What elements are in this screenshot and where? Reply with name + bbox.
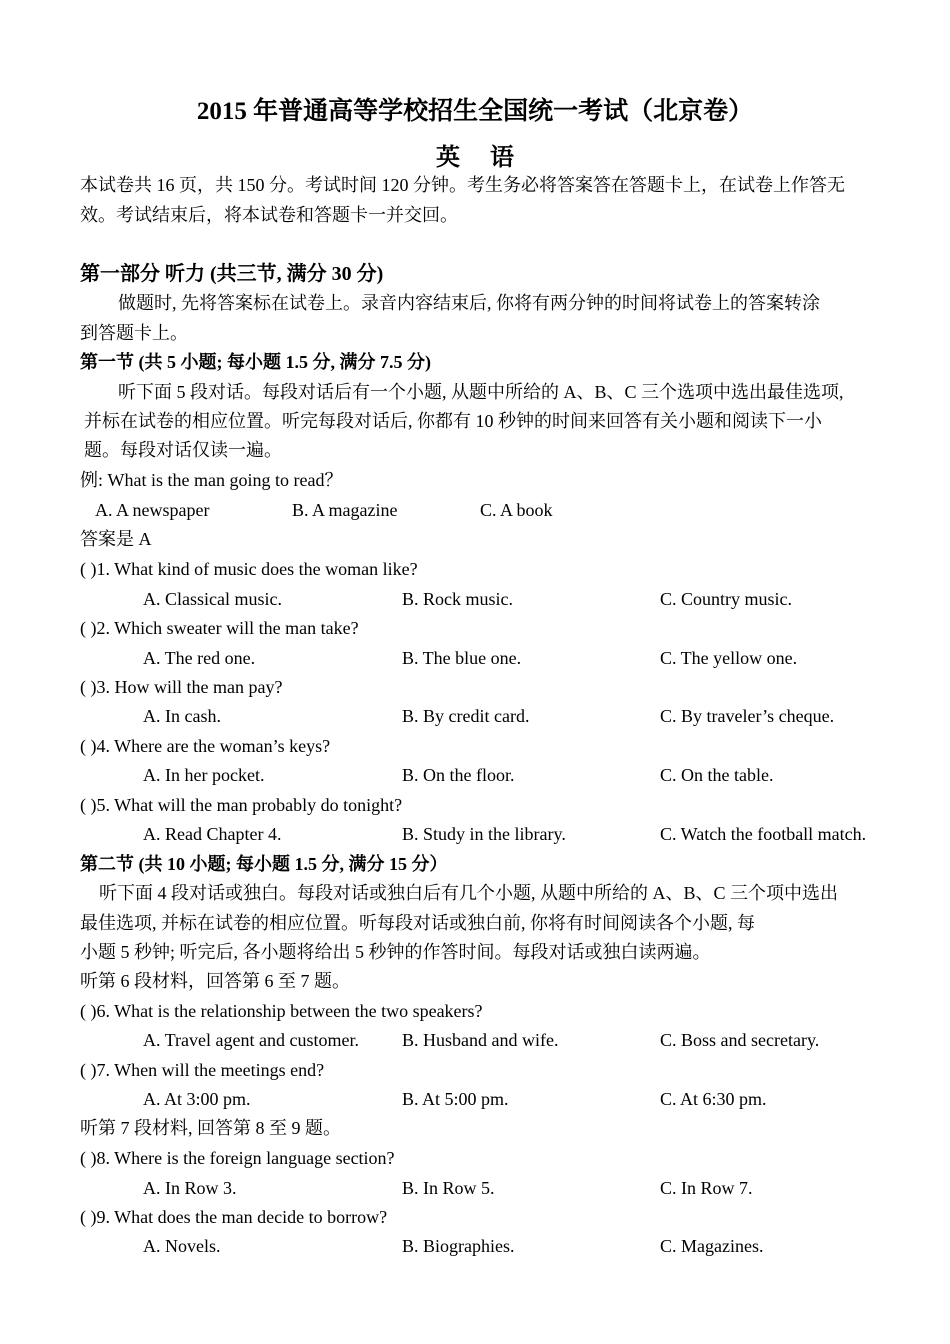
example-option-c: C. A book (480, 500, 553, 520)
question-8-option-a: A. In Row 3. (143, 1178, 237, 1198)
question-2-option-b: B. The blue one. (402, 648, 522, 668)
exam-title: 2015 年普通高等学校招生全国统一考试（北京卷） (196, 98, 754, 125)
question-8: ( )8. Where is the foreign language section? (80, 1148, 395, 1168)
section2-instruction: 最佳选项, 并标在试卷的相应位置。听每段对话或独白前, 你将有时间阅读各个小题, 每 (80, 913, 755, 933)
section2-instruction: 听下面 4 段对话或独白。每段对话或独白后有几个小题, 从题中所给的 A、B、C 三个项中选出 (99, 883, 839, 903)
question-2-option-a: A. The red one. (143, 648, 256, 668)
question-9-option-a: A. Novels. (143, 1236, 221, 1256)
question-5-option-b: B. Study in the library. (402, 824, 566, 844)
question-4-option-a: A. In her pocket. (143, 765, 265, 785)
part1-instruction: 到答题卡上。 (80, 323, 188, 343)
question-2: ( )2. Which sweater will the man take? (80, 618, 359, 638)
question-1-option-b: B. Rock music. (402, 589, 513, 609)
question-5-option-a: A. Read Chapter 4. (143, 824, 282, 844)
question-8-option-c: C. In Row 7. (660, 1178, 753, 1198)
question-1-option-a: A. Classical music. (143, 589, 282, 609)
question-9: ( )9. What does the man decide to borrow? (80, 1207, 388, 1227)
question-3-option-a: A. In cash. (143, 706, 221, 726)
question-6: ( )6. What is the relationship between the two speakers? (80, 1001, 483, 1021)
question-3-option-c: C. By traveler’s cheque. (660, 706, 835, 726)
part1-instruction: 做题时, 先将答案标在试卷上。录音内容结束后, 你将有两分钟的时间将试卷上的答案转涂 (118, 293, 820, 313)
section1-instruction: 并标在试卷的相应位置。听完每段对话后, 你都有 10 秒钟的时间来回答有关小题和阅读下一小 (84, 411, 822, 431)
question-5-option-c: C. Watch the football match. (660, 824, 867, 844)
question-7-option-b: B. At 5:00 pm. (402, 1089, 509, 1109)
section2-instruction: 小题 5 秒钟; 听完后, 各小题将给出 5 秒钟的作答时间。每段对话或独白读两遍。 (80, 942, 711, 962)
material-6-note: 听第 6 段材料，回答第 6 至 7 题。 (80, 971, 350, 991)
section1-instruction: 题。每段对话仅读一遍。 (84, 440, 282, 460)
question-6-option-a: A. Travel agent and customer. (143, 1030, 359, 1050)
question-1: ( )1. What kind of music does the woman like? (80, 559, 418, 579)
question-6-option-b: B. Husband and wife. (402, 1030, 559, 1050)
intro-line: 本试卷共 16 页，共 150 分。考试时间 120 分钟。考生务必将答案答在答题卡上，在试卷上作答无 (80, 175, 845, 195)
question-7-option-c: C. At 6:30 pm. (660, 1089, 767, 1109)
exam-subject: 英 语 (436, 145, 526, 171)
intro-line: 效。考试结束后，将本试卷和答题卡一并交回。 (80, 205, 458, 225)
section1-instruction: 听下面 5 段对话。每段对话后有一个小题, 从题中所给的 A、B、C 三个选项中选出最佳选项, (118, 382, 844, 402)
example-option-b: B. A magazine (292, 500, 398, 520)
question-4-option-b: B. On the floor. (402, 765, 515, 785)
section2-heading: 第二节 (共 10 小题; 每小题 1.5 分, 满分 15 分） (80, 854, 448, 874)
material-7-note: 听第 7 段材料, 回答第 8 至 9 题。 (80, 1118, 341, 1138)
part1-heading: 第一部分 听力 (共三节, 满分 30 分) (80, 263, 384, 285)
question-1-option-c: C. Country music. (660, 589, 793, 609)
example-answer: 答案是 A (80, 529, 152, 549)
question-4-option-c: C. On the table. (660, 765, 774, 785)
example-option-a: A. A newspaper (95, 500, 210, 520)
example-question: 例: What is the man going to read？ (80, 470, 343, 490)
section1-heading: 第一节 (共 5 小题; 每小题 1.5 分, 满分 7.5 分) (80, 352, 431, 372)
question-3: ( )3. How will the man pay? (80, 677, 283, 697)
question-4: ( )4. Where are the woman’s keys? (80, 736, 331, 756)
question-6-option-c: C. Boss and secretary. (660, 1030, 820, 1050)
question-2-option-c: C. The yellow one. (660, 648, 798, 668)
question-8-option-b: B. In Row 5. (402, 1178, 495, 1198)
question-3-option-b: B. By credit card. (402, 706, 530, 726)
question-9-option-b: B. Biographies. (402, 1236, 515, 1256)
question-9-option-c: C. Magazines. (660, 1236, 764, 1256)
question-5: ( )5. What will the man probably do tonight? (80, 795, 403, 815)
question-7-option-a: A. At 3:00 pm. (143, 1089, 251, 1109)
question-7: ( )7. When will the meetings end? (80, 1060, 325, 1080)
